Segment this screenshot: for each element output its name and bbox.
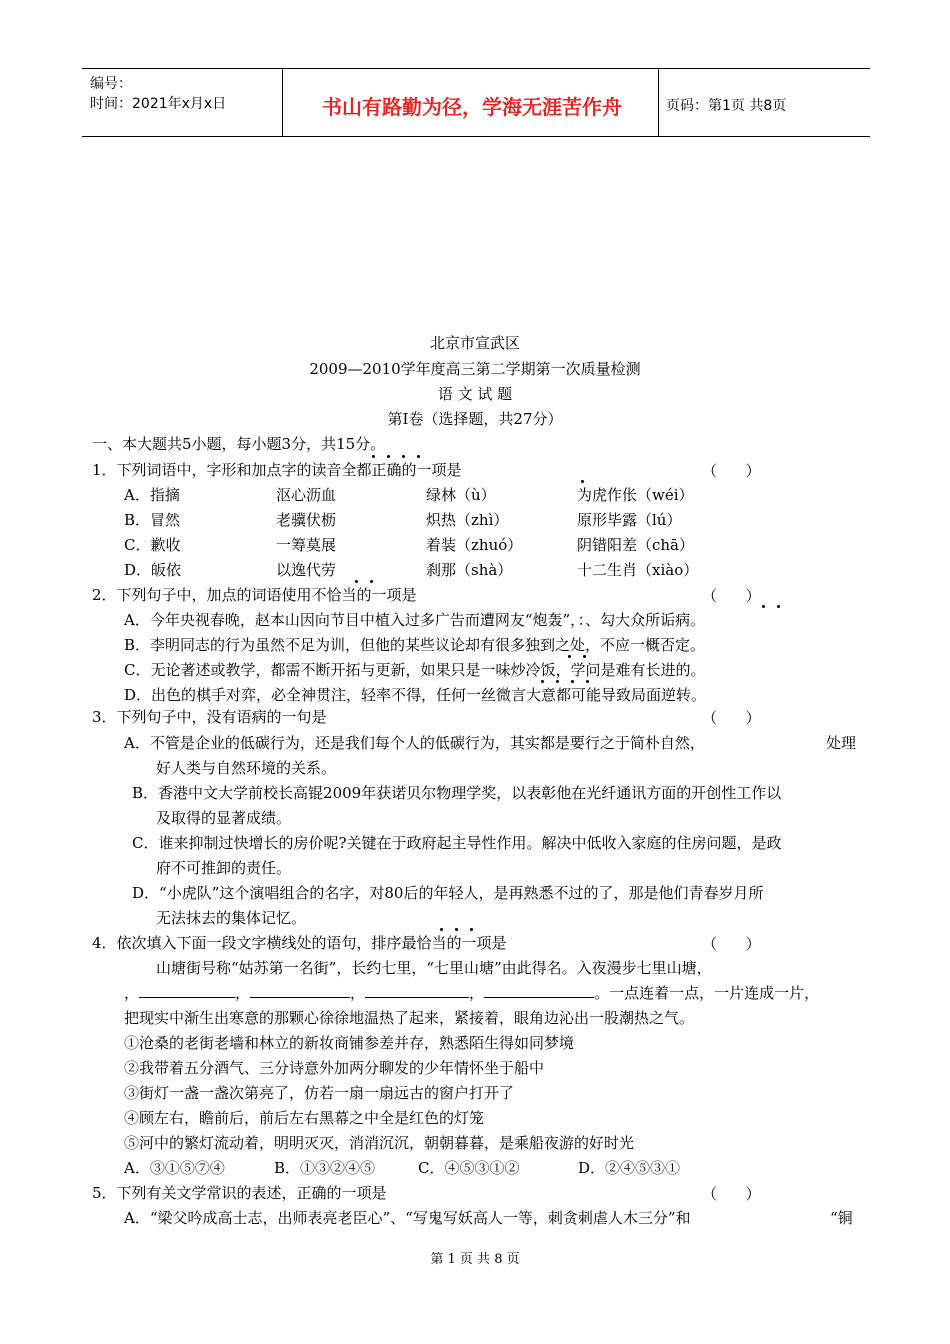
q2-option-d: D．出色的棋手对弈，必全神贯注，轻率不得，任何一丝微言大意都可能导致局面逆转。: [124, 686, 707, 704]
q2-stem: 2．下列句子中，加点的词语使用不恰当的一项是: [92, 586, 417, 604]
q1-row-d-word1: D．皈依: [124, 561, 182, 579]
emphasis-dot: [762, 605, 765, 608]
q1-row-d-word3: 刹那（shà）: [426, 561, 513, 579]
header-motto: 书山有路勤为径，学海无涯苦作舟: [322, 95, 622, 119]
emphasis-dot: [455, 928, 458, 931]
q2-option-b: B．李明同志的行为虽然不足为训，但他的某些议论却有很多独到之处，不应一概否定。: [124, 636, 706, 654]
section-heading: 一、本大题共5小题，每小题3分，共15分。: [92, 435, 386, 453]
q3-option-d-line1: D．“小虎队”这个演唱组合的名字，对80后的年轻人，是再熟悉不过的了，那是他们青春岁月所: [132, 884, 764, 902]
q4-option-a: A．③①⑤⑦④: [124, 1159, 225, 1177]
emphasis-dot: [568, 655, 571, 658]
q5-stem: 5．下列有关文学常识的表述，正确的一项是: [92, 1184, 387, 1202]
q1-row-d-word2: 以逸代劳: [276, 561, 337, 579]
q5-option-a-line1: A．“梁父吟成高士志，出师表亮老臣心”、“写鬼写妖高人一等，刺贪刺虐人木三分”和: [124, 1209, 691, 1227]
q1-row-c-word2: 一筹莫展: [276, 536, 337, 554]
q1-row-d-word4: 十二生肖（xiào）: [577, 561, 699, 579]
page-footer: 第 1 页 共 8 页: [430, 1252, 520, 1267]
q4-item-3: ③街灯一盏一盏次第亮了，仿若一扇一扇远古的窗户打开了: [124, 1084, 515, 1102]
exam-title: 2009—2010学年度高三第二学期第一次质量检测: [309, 360, 641, 378]
emphasis-dot: [387, 455, 390, 458]
q4-passage-line2-tail: 。一点连着一点，一片连成一片，: [594, 984, 820, 1002]
q4-passage-line2: ， ， ， ， 。一点连着一点，一片连成一片，: [124, 984, 820, 1002]
emphasis-dot: [372, 455, 375, 458]
q3-stem: 3．下列句子中，没有语病的一句是: [92, 708, 327, 726]
q3-option-a-line1: A．不管是企业的低碳行为，还是我们每个人的低碳行为，其实都是要行之于简朴自然，: [124, 734, 705, 752]
q3-option-c-line1: C．谁来抑制过快增长的房价呢?关键在于政府起主导性作用。解决中低收入家庭的住房问题，是政: [132, 834, 782, 852]
emphasis-dot: [440, 928, 443, 931]
number-label: 编号：: [90, 76, 132, 92]
q1-stem: 1．下列词语中，字形和加点字的读音全都正确的一项是: [92, 461, 462, 479]
q1-row-c-word4: 阴错阳差（chā）: [577, 536, 695, 554]
q1-row-b-word1: B．冒然: [124, 511, 181, 529]
q1-row-c-word1: C．歉收: [124, 536, 181, 554]
q1-row-b-word3: 炽热（zhì）: [426, 511, 509, 529]
q1-row-b-word2: 老骥伏枥: [276, 511, 337, 529]
q3-option-a-tail: 处理: [826, 734, 857, 752]
subject-title: 语 文 试 题: [437, 385, 513, 403]
emphasis-dot: [586, 680, 589, 683]
emphasis-dot: [556, 680, 559, 683]
q4-passage-line1: 山塘街号称“姑苏第一名街”，长约七里，“七里山塘”由此得名。入夜漫步七里山塘，: [156, 959, 712, 977]
answer-blank[interactable]: [139, 983, 235, 998]
q3-option-a-line2: 好人类与自然环境的关系。: [156, 759, 337, 777]
emphasis-dot: [417, 455, 420, 458]
q4-option-c: C．④⑤③①②: [418, 1159, 520, 1177]
q3-option-c-line2: 府不可推卸的责任。: [156, 859, 292, 877]
answer-blank[interactable]: [365, 983, 469, 998]
q1-answer-bracket: （ ）: [702, 462, 761, 480]
emphasis-dot: [777, 605, 780, 608]
q4-answer-bracket: （ ）: [702, 935, 761, 953]
q2-option-c: C．无论著述或教学，都需不断开拓与更新，如果只是一味炒冷饭，学问是难有长进的。: [124, 661, 706, 679]
q1-row-a-word1: A．指摘: [124, 486, 180, 504]
q2-option-a: A．今年央视春晚，赵本山因向节目中植入过多广告而遭网友“炮轰”，：、勾大众所诟病。: [124, 611, 706, 629]
emphasis-dot: [583, 655, 586, 658]
q2-answer-bracket: （ ）: [702, 587, 761, 605]
emphasis-dot: [370, 580, 373, 583]
q4-option-b: B．①③②④⑤: [274, 1159, 376, 1177]
q3-option-b-line1: B．香港中文大学前校长高锟2009年获诺贝尔物理学奖，以表彰他在光纤通讯方面的开创性工作以: [132, 784, 782, 802]
emphasis-dot: [355, 580, 358, 583]
q1-row-b-word4: 原形毕露（lú）: [577, 511, 682, 529]
q1-row-a-word3: 绿林（ù）: [426, 486, 496, 504]
answer-blank[interactable]: [250, 983, 350, 998]
q4-option-d: D．②④⑤③①: [578, 1159, 681, 1177]
q4-passage-line3: 把现实中渐生出寒意的那颗心徐徐地温热了起来，紧接着，眼角边沁出一股潮热之气。: [124, 1009, 695, 1027]
q1-row-a-word4: 为虎作伥（wéi）: [577, 486, 694, 504]
region-title: 北京市宣武区: [429, 334, 520, 352]
answer-blank[interactable]: [484, 983, 594, 998]
emphasis-dot: [581, 480, 584, 483]
q5-option-a-tail: “铜: [830, 1209, 853, 1227]
page-header: [82, 68, 870, 137]
q5-answer-bracket: （ ）: [702, 1185, 761, 1203]
q3-answer-bracket: （ ）: [702, 709, 761, 727]
q4-item-1: ①沧桑的老街老墙和林立的新妆商铺参差并存，熟悉陌生得如同梦境: [124, 1034, 575, 1052]
q4-stem: 4．依次填入下面一段文字横线处的语句，排序最恰当的一项是: [92, 934, 507, 952]
volume-title: 第Ⅰ卷（选择题，共27分）: [387, 410, 563, 428]
q4-item-2: ②我带着五分酒气、三分诗意外加两分聊发的少年情怀坐于船中: [124, 1059, 545, 1077]
q4-item-4: ④顾左右，瞻前后，前后左右黑幕之中全是红色的灯笼: [124, 1109, 485, 1127]
page-number-label: 页码：第1页 共8页: [666, 98, 787, 114]
emphasis-dot: [402, 455, 405, 458]
q4-item-5: ⑤河中的繁灯流动着，明明灭灭，消消沉沉，朝朝暮暮，是乘船夜游的好时光: [124, 1134, 635, 1152]
emphasis-dot: [571, 680, 574, 683]
emphasis-dot: [470, 928, 473, 931]
q1-row-a-word2: 沤心沥血: [276, 486, 337, 504]
q3-option-b-line2: 及取得的显著成绩。: [156, 809, 292, 827]
emphasis-dot: [541, 680, 544, 683]
q1-row-c-word3: 着装（zhuó）: [426, 536, 523, 554]
time-label: 时间：2021年x月x日: [90, 96, 227, 112]
q3-option-d-line2: 无法抹去的集体记忆。: [156, 909, 307, 927]
